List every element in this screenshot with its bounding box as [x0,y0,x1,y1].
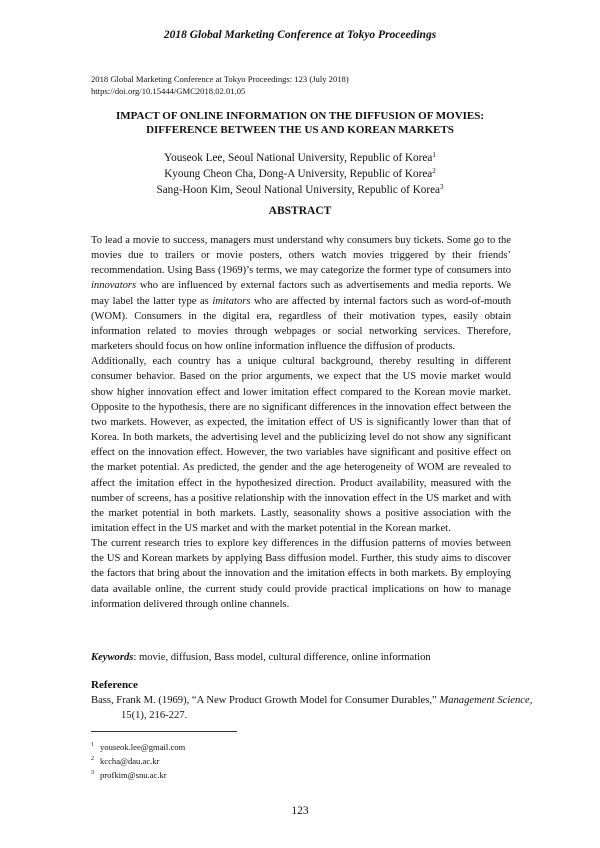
page-number: 123 [291,805,309,817]
author-2 [0,166,600,182]
footnote-3 [91,767,185,781]
abstract-body [91,233,511,612]
author-affiliation: Kyoung Cheon Cha, Dong-A University, Republic of Korea [164,168,433,180]
text-run: To lead a movie to success, managers must understand why consumers buy tickets. Some go to the movies due to trailers or movie posters, others watch movies triggered by their friends’ recommendation. Using Bass (1969)’s terms, we may categorize the former type of consumers into [91,235,511,277]
footnote-number: 3 [91,770,94,776]
footnote-email[interactable]: profkim@snu.ac.kr [100,770,167,780]
abstract-heading: ABSTRACT [268,205,332,217]
paper-title [60,109,540,137]
doi-link[interactable]: https://doi.org/10.15444/GMC2018.02.01.05 [91,86,246,96]
keywords-line [91,650,511,665]
footnote-email[interactable]: youseok.lee@gmail.com [100,742,186,752]
footnote-mark: 3 [440,183,444,191]
emphasis-innovators: innovators [91,280,137,292]
author-affiliation: Sang-Hoon Kim, Seoul National University, Republic of Korea [156,184,441,196]
footnotes [91,739,185,781]
emphasis-imitators: imitators [212,295,251,307]
reference-heading: Reference [91,679,138,691]
footnote-email[interactable]: kccha@dau.ac.kr [100,756,160,766]
author-affiliation: Youseok Lee, Seoul National University, Republic of Korea [164,152,433,164]
keywords-text: : movie, diffusion, Bass model, cultural difference, online information [133,652,431,663]
citation-line: 2018 Global Marketing Conference at Tokyo Proceedings: 123 (July 2018) [91,74,349,84]
author-1 [0,150,600,166]
reference-journal: Management Science [439,695,530,706]
footnote-2 [91,753,185,767]
footnote-number: 2 [91,756,94,762]
running-header: 2018 Global Marketing Conference at Tokyo Proceedings [163,29,437,41]
text-run: who are influenced by external factors such as advertisements and media reports. We may label the latter type as [91,280,511,307]
author-list [0,150,600,198]
abstract-paragraph-2: Additionally, each country has a unique cultural background, thereby resulting in different consumer behavior. Based on the prior arguments, we expect that the US movie market would show higher innovation effect and lower imitation effect compared to the Korean movie market. Opposite to the hypothesis, there are no significant differences in the innovation effect between the two markets. However, as expected, the imitation effect of US is significantly lower than that of Korea. In both markets, the advertising level and the publicizing level do not show any significant effect on the innovation effect. However, the two variables have significant and positive effect on the market potential. As predicted, the gender and the age heterogeneity of WOM are revealed to affect the imitation effect in the hypothesized direction. Product availability, measured with the number of screens, has a positive relationship with the innovation effect in the US market and with the market potential in both markets. Lastly, seasonality shows a positive association with the imitation effect in the US market and with the market potential in the Korean market. [91,356,511,534]
keywords-label: Keywords [91,652,134,663]
footnote-divider [91,731,237,732]
text-run: who are affected by internal factors such as word-of-mouth (WOM). Consumers in the digital era, regardless of their motivation types, easily obtain information related to movies through webpages or social networking services. Therefore, marketers should focus on how online information influence the diffusion of products. [91,295,511,353]
abstract-paragraph-1 [91,233,511,354]
footnote-1 [91,739,185,753]
title-line-2: DIFFERENCE BETWEEN THE US AND KOREAN MARKETS [146,124,454,136]
author-3 [0,182,600,198]
title-line-1: IMPACT OF ONLINE INFORMATION ON THE DIFFUSION OF MOVIES: [115,110,485,122]
footnote-mark: 2 [432,167,436,175]
reference-authors: Bass, Frank M. (1969), “A New Product Growth Model for Consumer Durables,” [91,695,440,706]
footnote-number: 1 [91,742,94,748]
citation-block [91,73,349,97]
reference-entry [91,693,541,723]
abstract-paragraph-3: The current research tries to explore key differences in the diffusion patterns of movies between the US and Korean markets by applying Bass diffusion model. Further, this study aims to discover the factors that bring about the innovation and the imitation effects in both markets. By employing data available online, the current study could provide practical implications on how to manage information delivered through online channels. [91,538,511,610]
footnote-mark: 1 [432,151,436,159]
reference-details: , 15(1), 216-227. [121,695,533,721]
